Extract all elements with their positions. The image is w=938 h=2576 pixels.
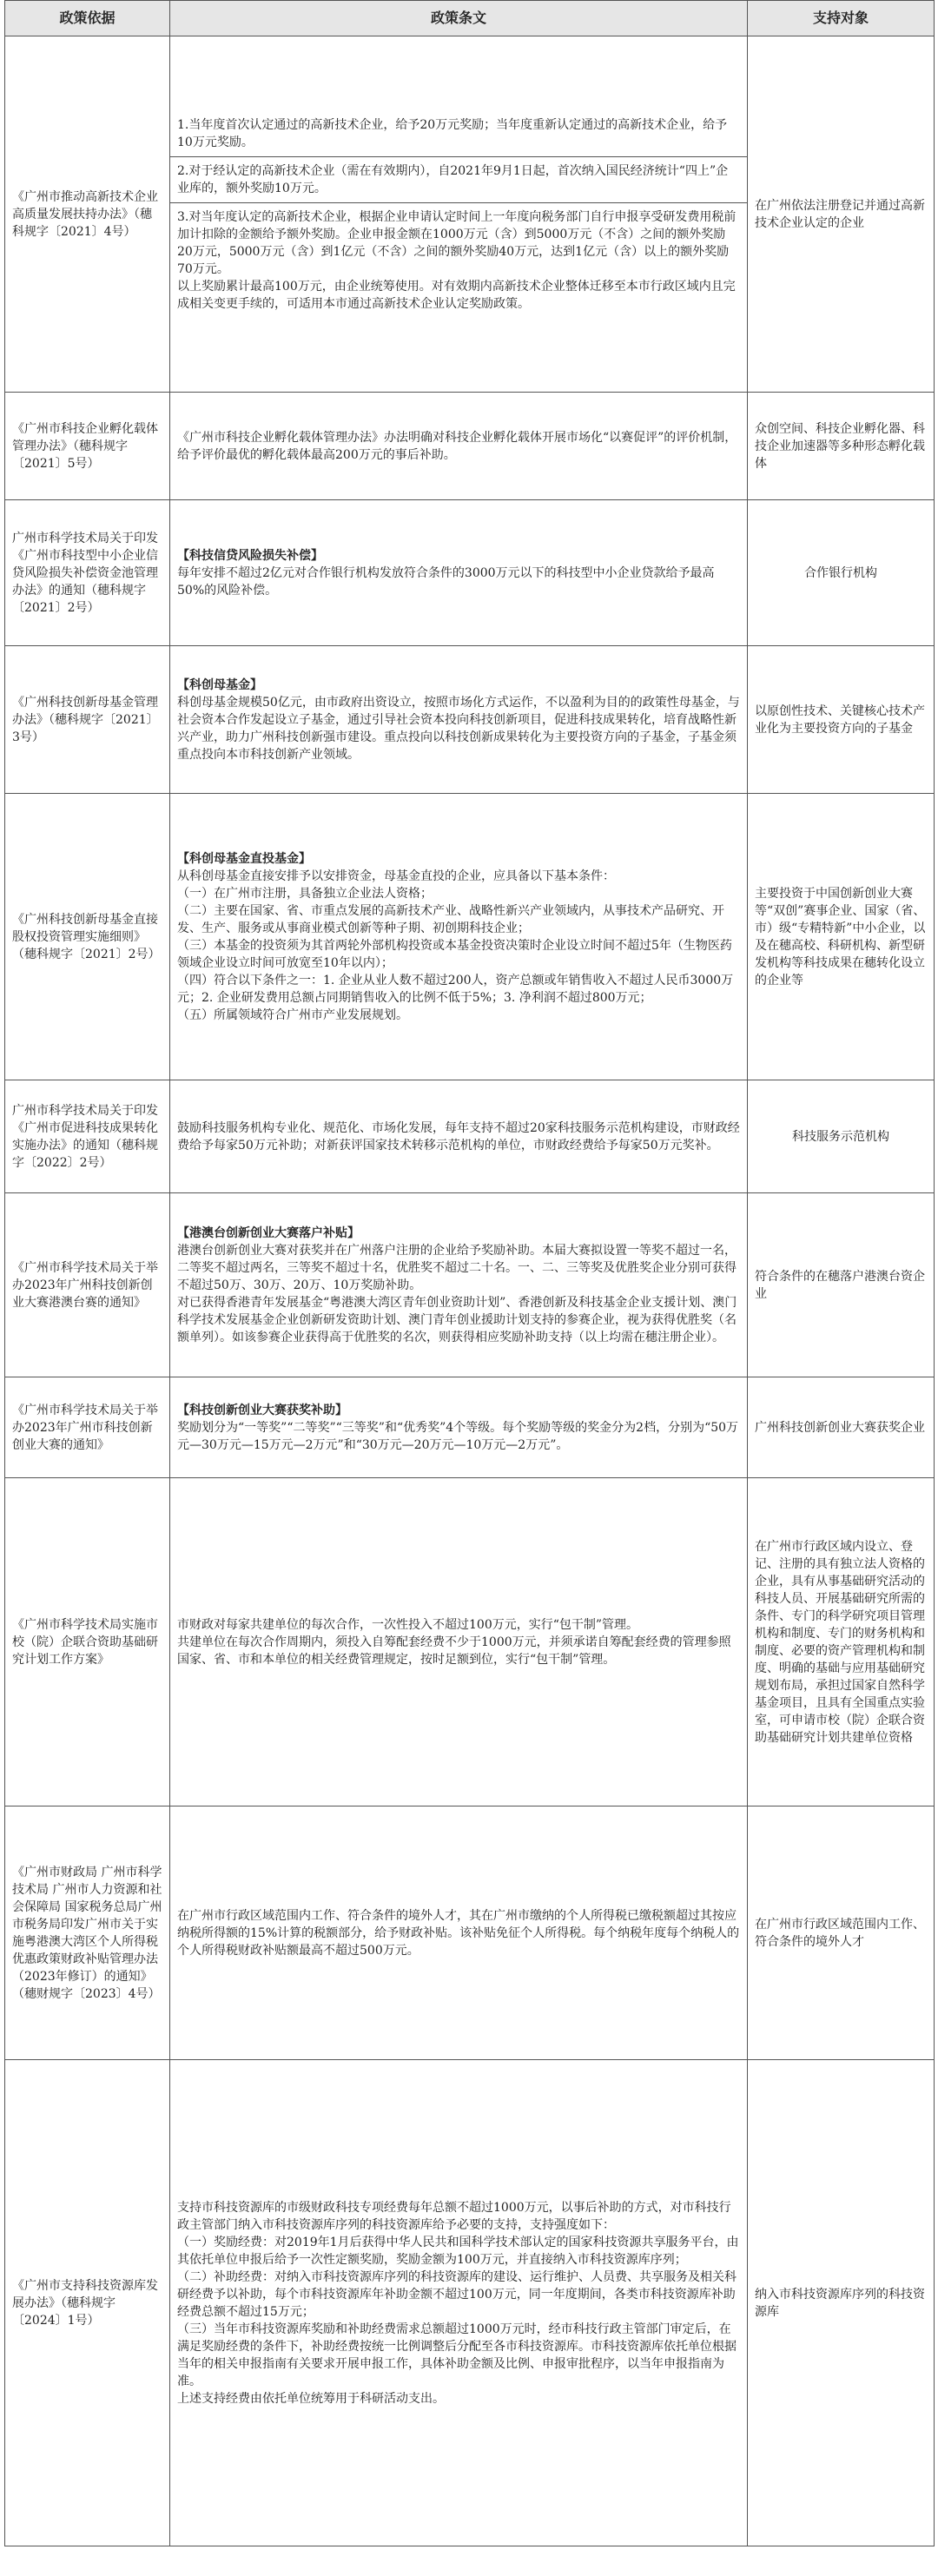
clause-line: （一）在广州市注册，具备独立企业法人资格； [177, 886, 433, 901]
clause-segment [170, 157, 747, 203]
clause-heading: 【科技信贷风险损失补偿】 [177, 548, 323, 563]
clause-text: 港澳台创新创业大赛对获奖并在广州落户注册的企业给予奖励补助。本届大赛拟设置一等奖不超过一名，二等奖不超过两名，三等奖不超过十名，优胜奖不超过二十名。一、二、三等奖及优胜奖企业分别可获得不超过50万、30万、20万、10万奖励补助。 [177, 1243, 737, 1292]
table-row [5, 1193, 935, 1377]
clause-segment [170, 671, 747, 769]
clause-line: （一）奖励经费：对2019年1月后获得中华人民共和国科学技术部认定的国家科技资源共享服务平台，由其依托单位申报后给予一次性定额奖励，奖励金额为100万元，并直接纳入市科技资源库序列； [177, 2235, 739, 2267]
policy-clause-cell [170, 1377, 748, 1478]
support-target-cell: 众创空间、科技企业孵化器、科技企业加速器等多种形态孵化载体 [748, 393, 935, 500]
table-row [5, 500, 935, 646]
table-row [5, 1080, 935, 1193]
clause-text-extra: 共建单位在每次合作周期内，须投入自筹配套经费不少于1000万元，并须承诺自筹配套经费的管理参照国家、省、市和本单位的相关经费管理规定，按时足额到位，实行“包干制”管理。 [177, 1635, 731, 1667]
policy-basis-cell: 《广州市财政局 广州市科学技术局 广州市人力资源和社会保障局 国家税务总局广州市税务局印发广州市关于实施粤港澳大湾区个人所得税优惠政策财政补贴管理办法（2023年修订）的通知》（穗财规字〔2023〕4号） [5, 1807, 170, 2060]
clause-text: 1.当年度首次认定通过的高新技术企业，给予20万元奖励；当年度重新认定通过的高新技术企业，给予10万元奖励。 [177, 117, 728, 149]
policy-basis-cell: 《广州市推动高新技术企业高质量发展扶持办法》（穗科规字〔2021〕4号） [5, 36, 170, 393]
clause-segment [170, 542, 747, 604]
clause-line: （二）补助经费：对纳入市科技资源库序列的科技资源库的建设、运行维护、人员费、共享服务及相关科研经费予以补助，每个市科技资源库年补助金额不超过100万元，同一年度期间，各类市科技资源库补助经费总额不超过15万元； [177, 2269, 737, 2319]
clause-text: 奖励划分为“一等奖”“二等奖”“三等奖”和“优秀奖”4个等级。每个奖励等级的奖金分为2档，分别为“50万元—30万元—15万元—2万元”和“30万元—20万元—10万元—2万元”。 [177, 1420, 739, 1452]
table-header-row [5, 1, 935, 36]
clause-text-extra: 对已获得香港青年发展基金“粤港澳大湾区青年创业资助计划”、香港创新及科技基金企业支援计划、澳门科学技术发展基金企业创新研发资助计划、澳门青年创业援助计划支持的参赛企业，视为获得优胜奖（名额单列）。如该参赛企业获得高于优胜奖的名次，则获得相应奖励补助支持（以上均需在穗注册企业）。 [177, 1295, 737, 1344]
support-target-cell: 合作银行机构 [748, 500, 935, 646]
policy-basis-cell: 《广州市科学技术局关于举办2023年广州科技创新创业大赛港澳台赛的通知》 [5, 1193, 170, 1377]
support-target-cell: 在广州依法注册登记并通过高新技术企业认定的企业 [748, 36, 935, 393]
header-target: 支持对象 [748, 1, 935, 36]
clause-text: 《广州市科技企业孵化载体管理办法》办法明确对科技企业孵化载体开展市场化“以赛促评”的评价机制，给予评价最优的孵化载体最高200万元的事后补助。 [177, 430, 737, 462]
clause-line: （三）当年市科技资源库奖励和补助经费需求总额超过1000万元时，经市科技行政主管部门审定后，在满足奖励经费的条件下，补助经费按统一比例调整后分配至各市科技资源库。市科技资源库依托单位根据当年的相关申报指南有关要求开展申报工作，具体补助金额及比例、申报审批程序，以当年申报指南为准。 [177, 2322, 737, 2388]
table-row [5, 36, 935, 393]
policy-basis-cell: 《广州科技创新母基金直接股权投资管理实施细则》（穗科规字〔2021〕2号） [5, 794, 170, 1080]
header-clause: 政策条文 [170, 1, 748, 36]
clause-segment [170, 845, 747, 1029]
header-basis: 政策依据 [5, 1, 170, 36]
policy-basis-cell: 《广州市科学技术局关于举办2023年广州市科技创新创业大赛的通知》 [5, 1377, 170, 1478]
table-row [5, 393, 935, 500]
table-row [5, 2060, 935, 2546]
table-row [5, 1807, 935, 2060]
table-body [5, 36, 935, 2546]
clause-text: 科创母基金规模50亿元，由市政府出资设立，按照市场化方式运作，不以盈利为目的的政策性母基金，与社会资本合作发起设立子基金，通过引导社会资本投向科技创新项目，促进科技成果转化，培育战略性新兴产业，助力广州科技创新强市建设。重点投向以科技创新成果转化为主要投资方向的子基金，子基金须重点投向本市科技创新产业领域。 [177, 695, 740, 762]
policy-clause-cell [170, 393, 748, 500]
support-target-cell: 科技服务示范机构 [748, 1080, 935, 1193]
policy-clause-cell [170, 646, 748, 794]
clause-segment [170, 424, 747, 469]
table-row [5, 1478, 935, 1807]
table-row [5, 794, 935, 1080]
clause-text: 2.对于经认定的高新技术企业（需在有效期内），自2021年9月1日起，首次纳入国民经济统计“四上”企业库的，额外奖励10万元。 [177, 163, 729, 195]
policy-basis-cell: 广州市科学技术局关于印发《广州市科技型中小企业信贷风险损失补偿资金池管理办法》的通知（穗科规字〔2021〕2号） [5, 500, 170, 646]
clause-text: 3.对当年度认定的高新技术企业，根据企业申请认定时间上一年度向税务部门自行申报享受研发费用税前加计扣除的金额给予额外奖励。企业申报金额在1000万元（含）到5000万元（不含）之间的额外奖励20万元，5000万元（含）到1亿元（不含）之间的额外奖励40万元，达到1亿元（含）以上的额外奖励70万元。 [177, 209, 737, 276]
policy-clause-cell [170, 1807, 748, 2060]
clause-segment [170, 1114, 747, 1159]
clause-segment [170, 1219, 747, 1351]
clause-line: 支持市科技资源库的市级财政科技专项经费每年总额不超过1000万元，以事后补助的方式，对市科技行政主管部门纳入市科技资源库序列的科技资源库给予必要的支持，支持强度如下： [177, 2200, 731, 2232]
clause-segment [170, 111, 747, 157]
policy-basis-cell: 《广州市科技企业孵化载体管理办法》（穗科规字〔2021〕5号） [5, 393, 170, 500]
clause-heading: 【科创母基金直投基金】 [177, 851, 311, 866]
table-row [5, 646, 935, 794]
clause-text: 每年安排不超过2亿元对合作银行机构发放符合条件的3000万元以下的科技型中小企业贷款给予最高50%的风险补偿。 [177, 565, 715, 598]
clause-text: 市财政对每家共建单位的每次合作，一次性投入不超过100万元，实行“包干制”管理。 [177, 1617, 639, 1632]
policy-clause-cell [170, 1193, 748, 1377]
policy-basis-cell: 《广州市科学技术局实施市校（院）企联合资助基础研究计划工作方案》 [5, 1478, 170, 1807]
clause-text: 鼓励科技服务机构专业化、规范化、市场化发展，每年支持不超过20家科技服务示范机构建设，市财政经费给予每家50万元补助；对新获评国家技术转移示范机构的单位，市财政经费给予每家50万元奖补。 [177, 1120, 740, 1153]
policy-clause-cell [170, 1478, 748, 1807]
support-target-cell: 主要投资于中国创新创业大赛等“双创”赛事企业、国家（省、市）级“专精特新”中小企业，以及在穗高校、科研机构、新型研发机构等科技成果在穗转化设立的企业等 [748, 794, 935, 1080]
policy-basis-cell: 《广州市支持科技资源库发展办法》（穗科规字〔2024〕1号） [5, 2060, 170, 2546]
policy-basis-cell: 《广州科技创新母基金管理办法》（穗科规字〔2021〕3号） [5, 646, 170, 794]
clause-segment [170, 203, 747, 318]
support-target-cell: 在广州市行政区域内设立、登记、注册的具有独立法人资格的企业，具有从事基础研究活动的科技人员、开展基础研究所需的条件、专门的科学研究项目管理机构和制度、专门的财务机构和制度、必要的资产管理机构和制度、明确的基础与应用基础研究规划布局，承担过国家自然科学基金项目，且具有全国重点实验室，可申请市校（院）企联合资助基础研究计划共建单位资格 [748, 1478, 935, 1807]
clause-segment [170, 1902, 747, 1965]
clause-segment [170, 1397, 747, 1459]
clause-line: （五）所属领域符合广州市产业发展规划。 [177, 1007, 408, 1022]
policy-clause-cell [170, 2060, 748, 2546]
support-target-cell: 在广州市行政区域范围内工作、符合条件的境外人才 [748, 1807, 935, 2060]
clause-heading: 【科技创新创业大赛获奖补助】 [177, 1403, 347, 1417]
clause-heading: 【科创母基金】 [177, 677, 262, 692]
clause-text-extra: 以上奖励累计最高100万元，由企业统筹使用。对有效期内高新技术企业整体迁移至本市行政区域内且完成相关变更手续的，可适用本市通过高新技术企业认定奖励政策。 [177, 279, 736, 311]
clause-line: （二）主要在国家、省、市重点发展的高新技术产业、战略性新兴产业领域内，从事技术产品研究、开发、生产、服务或从事商业模式创新等种子期、初创期科技企业； [177, 903, 724, 935]
policy-clause-cell [170, 36, 748, 393]
policy-basis-cell: 广州市科学技术局关于印发《广州市促进科技成果转化实施办法》的通知（穗科规字〔2022〕2号） [5, 1080, 170, 1193]
table-row [5, 1377, 935, 1478]
clause-segment [170, 2194, 747, 2413]
policy-clause-cell [170, 1080, 748, 1193]
clause-line: 从科创母基金直接安排予以安排资金，母基金直投的企业，应具备以下基本条件： [177, 869, 615, 883]
support-target-cell: 广州科技创新创业大赛获奖企业 [748, 1377, 935, 1478]
policy-table [4, 0, 935, 2546]
clause-line: 上述支持经费由依托单位统筹用于科研活动支出。 [177, 2391, 445, 2406]
clause-line: （三）本基金的投资须为其首两轮外部机构投资或本基金投资决策时企业设立时间不超过5年（生物医药领域企业设立时间可放宽至10年以内）； [177, 938, 732, 970]
policy-clause-cell [170, 794, 748, 1080]
clause-segment [170, 1611, 747, 1674]
clause-text: 在广州市行政区域范围内工作、符合条件的境外人才，其在广州市缴纳的个人所得税已缴税额超过其按应纳税所得额的15%计算的税额部分，给予财政补贴。该补贴免征个人所得税。每个纳税年度每个纳税人的个人所得税财政补贴额最高不超过500万元。 [177, 1908, 740, 1958]
policy-clause-cell [170, 500, 748, 646]
support-target-cell: 符合条件的在穗落户港澳台资企业 [748, 1193, 935, 1377]
support-target-cell: 纳入市科技资源库序列的科技资源库 [748, 2060, 935, 2546]
support-target-cell: 以原创性技术、关键核心技术产业化为主要投资方向的子基金 [748, 646, 935, 794]
clause-heading: 【港澳台创新创业大赛落户补贴】 [177, 1225, 360, 1240]
clause-line: （四）符合以下条件之一：1. 企业从业人数不超过200人，资产总额或年销售收入不超过人民币3000万元；2. 企业研发费用总额占同期销售收入的比例不低于5%；3. 净利润不超过800万元； [177, 973, 734, 1005]
